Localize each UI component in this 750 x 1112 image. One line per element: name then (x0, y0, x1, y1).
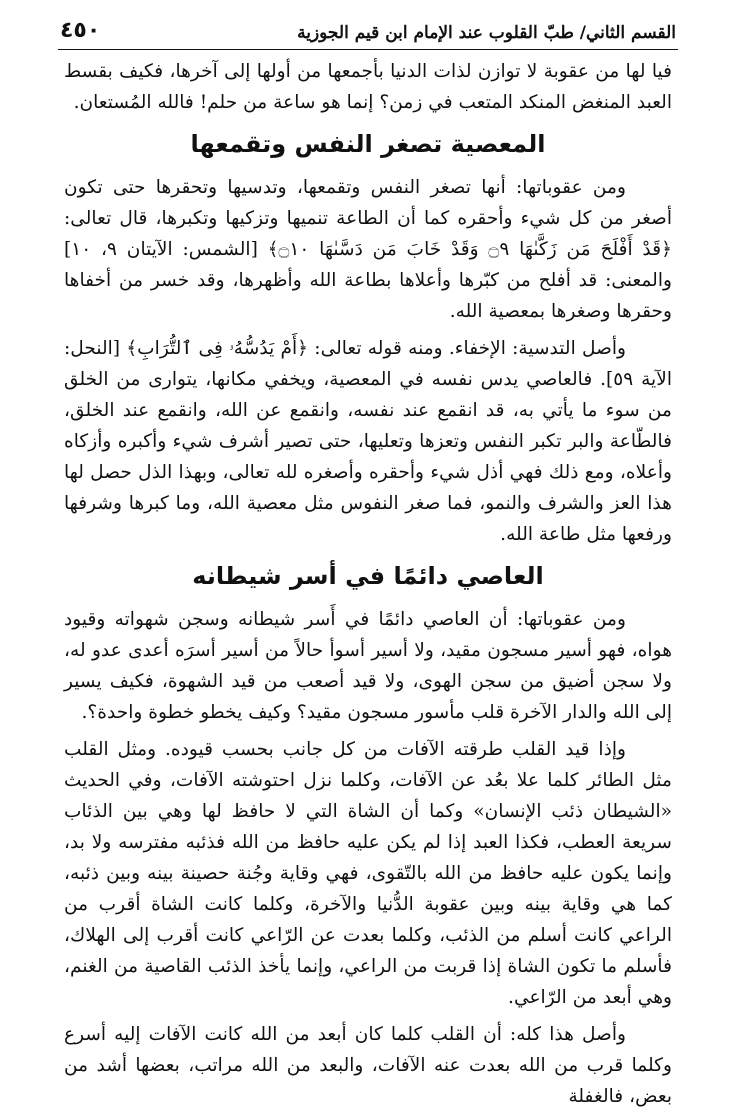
section-heading-2: العاصي دائمًا في أسر شيطانه (192, 562, 544, 590)
paragraph-4: ومن عقوباتها: أن العاصي دائمًا في أَسر شيطانه وسجن شهواته وقيود هواه، فهو أسير مسجون مقيد، ولا أسير أسوأ حالاً من أسير أسرَه أعدى عدو له، ولا سجن أضيق من سجن الهوى، ولا قيد أصعب من قيد الشهوة، فكيف يسير إلى الله والدار الآخرة قلب مأسور مسجون مقيد؟ وكيف يخطو خطوة واحدة؟. (64, 609, 672, 723)
running-header (58, 18, 678, 50)
page-number: ٤٥٠ (60, 18, 101, 43)
paragraph-3: وأصل التدسية: الإخفاء. ومنه قوله تعالى: ﴿أَمْ يَدُسُّهُۥ فِى ٱلتُّرَابِ﴾ [النحل: الآية ٥٩]. فالعاصي يدس نفسه في المعصية، ويخفي مكانها، يتوارى من الخلق من سوء ما يأتي به، قد انقمع عند نفسه، وانقمع عن الله، وانقمع عند الخلق، فالطّاعة والبر تكبر النفس وتعزها وتعليها، حتى تصير أشرف شيء وأكبره وأزكاه وأعلاه، ومع ذلك فهي أذل شيء وأحقره وأصغره لله تعالى، وبهذا الذل حصل لها هذا العز والشرف والنمو، فما صغر النفوس مثل معصية الله، وما كبرها وشرفها ورفعها مثل طاعة الله. (64, 338, 672, 545)
paragraph-6: وأصل هذا كله: أن القلب كلما كان أبعد من الله كانت الآفات إليه أسرع وكلما قرب من الله بعدت عنه الآفات، والبعد من الله مراتب، بعضها أشد من بعض، فالغفلة (64, 1024, 672, 1107)
paragraph-1: فيا لها من عقوبة لا توازن لذات الدنيا بأجمعها من أولها إلى آخرها، فكيف بقسط العبد المنغض المنكد المتعب في زمن؟ إنما هو ساعة من حلم! فالله المُستعان. (64, 61, 672, 113)
section-heading-1: المعصية تصغر النفس وتقمعها (190, 130, 546, 158)
paragraph-5: وإذا قيد القلب طرقته الآفات من كل جانب بحسب قيوده. ومثل القلب مثل الطائر كلما علا بعُد عن الآفات، وكلما نزل احتوشته الآفات، وفي الحديث «الشيطان ذئب الإنسان» وكما أن الشاة التي لا حافظ لها وهي بين الذئاب سريعة العطب، فكذا العبد إذا لم يكن عليه حافظ من الله فذئبه مفترسه ولا بد، وإنما يكون عليه حافظ من الله بالتّقوى، فهي وقاية وجُنة حصينة بينه وبين ذئبه، كما هي وقاية بينه وبين عقوبة الدُّنيا والآخرة، وكلما كانت الشاة أقرب من الراعي كانت أسلم من الذئب، وكلما بعدت عن الرّاعي كانت أقرب إلى الهلاك، فأسلم ما تكون الشاة إذا قربت من الراعي، وإنما يأخذ الذئب القاصية من الغنم، وهي أبعد من الرّاعي. (64, 739, 672, 1008)
header-title: القسم الثاني/ طبّ القلوب عند الإمام ابن قيم الجوزية (297, 23, 676, 43)
paragraph-2: ومن عقوباتها: أنها تصغر النفس وتقمعها، وتدسيها وتحقرها حتى تكون أصغر من كل شيء وأحقره كما أن الطاعة تنميها وتزكيها وتكبرها، قال تعالى: ﴿قَدْ أَفْلَحَ مَن زَكَّىٰهَا ۝٩ وَقَدْ خَابَ مَن دَسَّىٰهَا ۝١٠﴾ [الشمس: الآيتان ٩، ١٠] والمعنى: قد أفلح من كبّرها وأعلاها بطاعة الله وأظهرها، وقد خسر من أخفاها وحقرها وصغرها بمعصية الله. (64, 177, 672, 322)
